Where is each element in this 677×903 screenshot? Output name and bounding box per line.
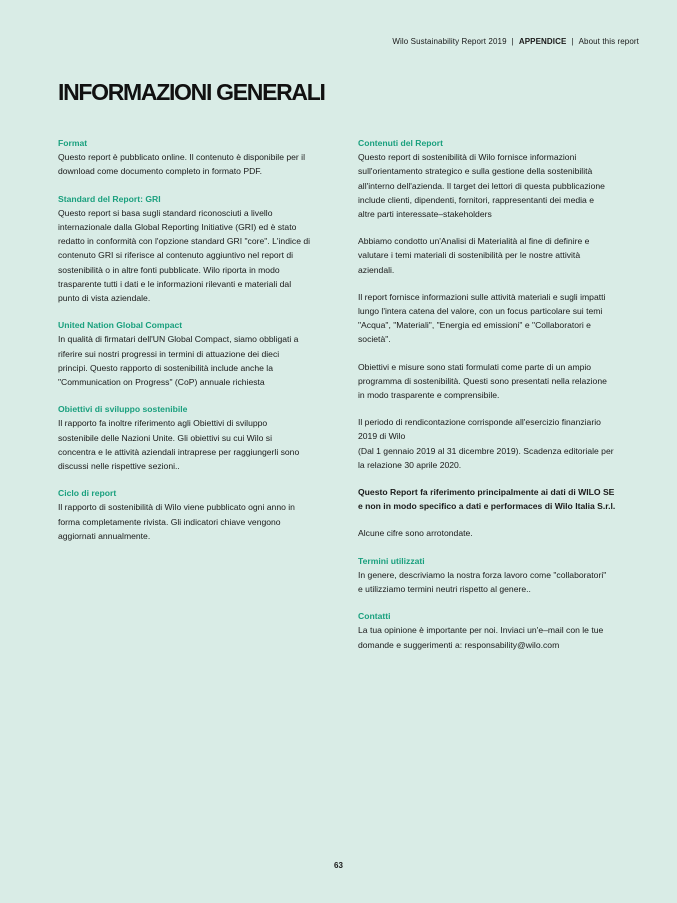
section-heading: Ciclo di report <box>58 488 117 499</box>
page-title: INFORMAZIONI GENERALI <box>58 79 325 105</box>
section-body: Il rapporto fa inoltre riferimento agli Obiettivi di sviluppo sostenibile delle Nazioni Unite. Gli obiettivi su cui Wilo si concentra e le attività aziendali intraprese per raggiungerli sono discussi nelle rispettive sezioni.. <box>58 418 300 472</box>
section-report-contents <box>358 136 642 221</box>
section-heading: Contenuti del Report <box>358 138 443 148</box>
paragraph-objectives <box>358 360 642 403</box>
paragraph-text: Il periodo di rendicontazione corrisponde all'esercizio finanziario 2019 di Wilo (Dal 1 gennaio 2019 al 31 dicembre 2019). Scadenza editoriale per la relazione 30 aprile 2020. <box>358 417 614 470</box>
paragraph-period <box>358 415 642 472</box>
section-heading: United Nation Global Compact <box>58 320 183 331</box>
running-header <box>392 37 639 46</box>
paragraph-text: Abbiamo condotto un'Analisi di Materialità al fine di definire e valutare i temi materiali di sostenibilità per le nostre attività aziendali. <box>358 236 590 275</box>
header-section: APPENDICE <box>518 37 567 46</box>
section-body: La tua opinione è importante per noi. Inviaci un'e–mail con le tue domande e suggerimenti a: responsability@wilo.com <box>358 625 604 650</box>
section-sdg <box>58 402 326 473</box>
section-heading: Obiettivi di sviluppo sostenibile <box>58 404 188 415</box>
section-contacts <box>358 609 642 652</box>
header-subsection: About this report <box>578 37 639 46</box>
paragraph-text: Questo Report fa riferimento principalmente ai dati di WILO SE e non in modo specifico a dati e performaces di Wilo Italia S.r.l. <box>358 487 616 512</box>
section-gri <box>58 192 326 306</box>
header-report-name: Wilo Sustainability Report 2019 <box>392 37 507 46</box>
paragraph-rounding <box>358 526 642 540</box>
section-heading: Standard del Report: GRI <box>58 193 161 204</box>
section-terms <box>358 554 642 597</box>
paragraph-text: Alcune cifre sono arrotondate. <box>358 528 473 539</box>
header-separator: | <box>571 37 574 46</box>
page-number: 63 <box>334 861 343 870</box>
header-separator: | <box>511 37 514 46</box>
section-body: Questo report è pubblicato online. Il contenuto è disponibile per il download come documento completo in formato PDF. <box>58 152 305 177</box>
section-body: In qualità di firmatari dell'UN Global Compact, siamo obbligati a riferire sui nostri progressi in termini di attuazione dei dieci principi. Questo rapporto di sostenibilità include anche la "Communication on Progress" (CoP) annuale richiesta <box>58 334 299 388</box>
paragraph-topics <box>358 290 642 347</box>
section-format <box>58 136 326 179</box>
section-body: In genere, descriviamo la nostra forza lavoro come "collaboratori" e utilizziamo termini neutri rispetto al genere.. <box>358 569 607 595</box>
section-report-cycle <box>58 486 326 543</box>
section-body: Questo report di sostenibilità di Wilo fornisce informazioni sull'orientamento strategico e sulla gestione della sostenibilità all'interno dell'azienda. Il target dei lettori di questa pubblicazione include clienti, dipendenti, fornitori, rappresentanti dei media e altre parti interessate–stakeholders <box>358 152 605 220</box>
paragraph-text: Il report fornisce informazioni sulle attività materiali e sugli impatti lungo l'intera catena del valore, con un focus particolare sui temi "Acqua", "Materiali", "Energia ed emissioni" e "Collaboratori e società". <box>358 291 606 345</box>
left-column <box>58 136 326 556</box>
paragraph-materiality <box>358 234 642 277</box>
section-body: Il rapporto di sostenibilità di Wilo viene pubblicato ogni anno in forma completamente rivista. Gli indicatori chiave vengono aggiornati annualmente. <box>58 502 295 541</box>
paragraph-text: Obiettivi e misure sono stati formulati come parte di un ampio programma di sostenibilità. Questi sono presentati nella relazione in modo trasparente e comprensibile. <box>358 361 607 401</box>
section-global-compact <box>58 318 326 389</box>
paragraph-reference <box>358 485 642 513</box>
section-body: Questo report si basa sugli standard riconosciuti a livello internazionale dalla Global Reporting Initiative (GRI) ed è stato redatto in conformità con l'opzione standard GRI "core". L'indice di contenuto GRI si riferisce al contenuto aggiuntivo nel report di sostenibilità o in altre fonti pubblicate. Wilo riporta in modo trasparente tutti i dati e le informazioni rilevanti e materiali dal punto di vista aziendale. <box>58 207 311 304</box>
section-heading: Termini utilizzati <box>358 555 425 566</box>
right-column <box>358 136 642 665</box>
section-heading: Format <box>58 138 88 148</box>
section-heading: Contatti <box>358 611 391 622</box>
